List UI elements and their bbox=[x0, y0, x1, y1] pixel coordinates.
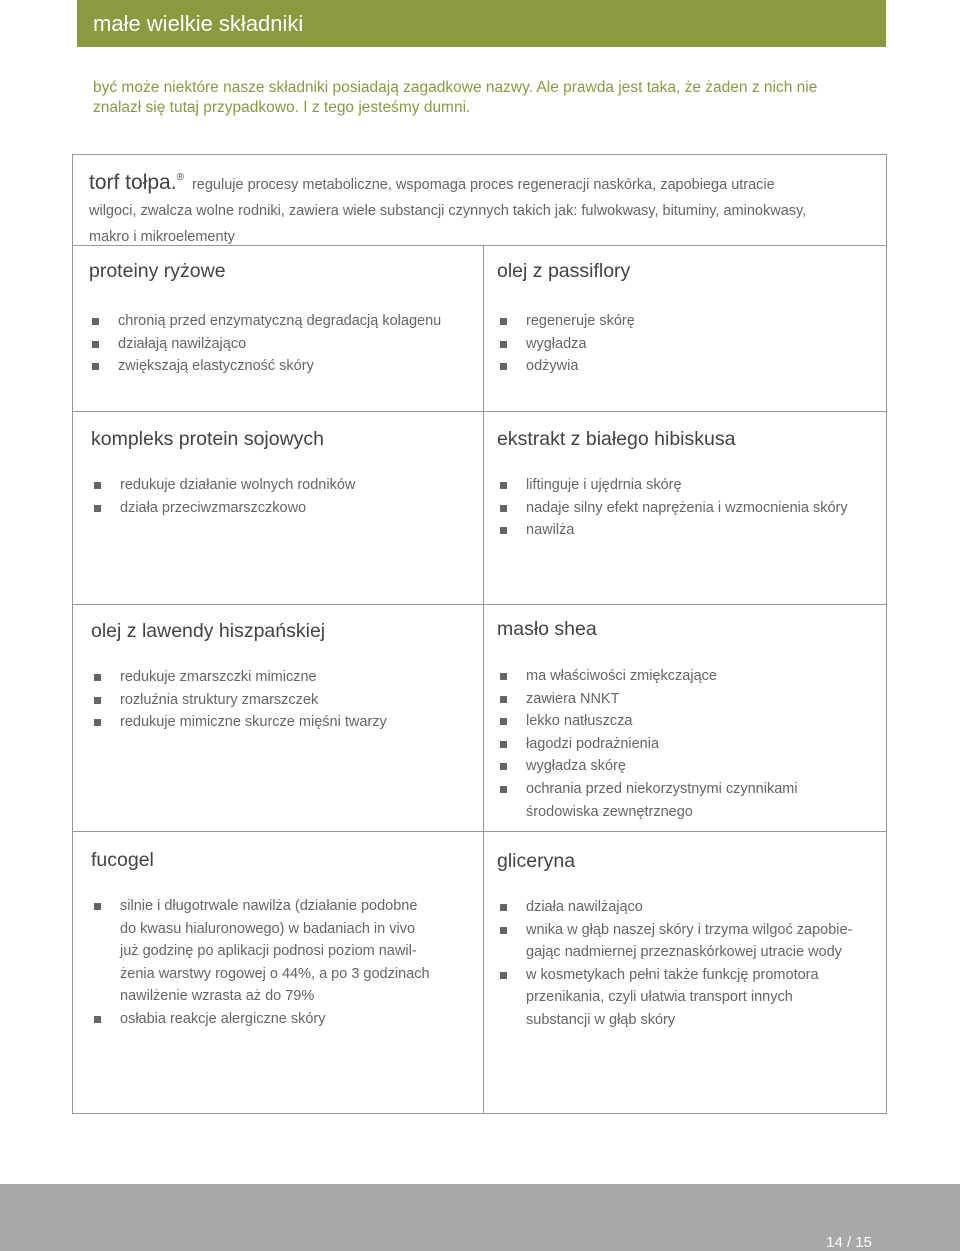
ingredient-white-hibiscus-extract bbox=[497, 427, 877, 587]
list-item: wygładza skórę bbox=[497, 755, 798, 778]
list-item: redukuje działanie wolnych rodników bbox=[91, 474, 355, 497]
torf-line-2: wilgoci, zwalcza wolne rodniki, zawiera wiele substancji czynnych takich jak: fulwokwasy, bituminy, aminokwasy, bbox=[89, 203, 807, 219]
torf-title: torf tołpa. bbox=[89, 171, 177, 194]
list-item: nawilża bbox=[497, 519, 848, 542]
list-item: redukuje zmarszczki mimiczne bbox=[91, 666, 387, 689]
ingredient-title: olej z passiflory bbox=[497, 260, 631, 282]
intro-line-1: być może niektóre nasze składniki posiadają zagadkowe nazwy. Ale prawda jest taka, że żaden z nich nie bbox=[93, 79, 818, 96]
ingredients-grid bbox=[72, 154, 887, 1114]
benefit-list bbox=[497, 665, 798, 823]
list-item-text: w kosmetykach pełni także funkcję promotora bbox=[526, 966, 819, 983]
list-item: rozluźnia struktury zmarszczek bbox=[91, 689, 387, 712]
list-item: działa przeciwzmarszczkowo bbox=[91, 497, 355, 520]
list-item bbox=[91, 895, 430, 1008]
list-item: chronią przed enzymatyczną degradacją kolagenu bbox=[89, 310, 441, 333]
benefit-list bbox=[89, 310, 441, 378]
list-item-continuation: substancji w głąb skóry bbox=[526, 1011, 676, 1028]
ingredient-title: masło shea bbox=[497, 618, 597, 640]
list-item: odżywia bbox=[497, 355, 635, 378]
intro-text bbox=[93, 78, 883, 118]
list-item-continuation: gając nadmiernej przeznaskórkowej utracie wody bbox=[526, 944, 842, 961]
list-item: wygładza bbox=[497, 333, 635, 356]
list-item: liftinguje i ujędrnia skórę bbox=[497, 474, 848, 497]
header-title: małe wielkie składniki bbox=[93, 11, 304, 36]
torf-text: reguluje procesy metaboliczne, wspomaga proces regeneracji naskórka, zapobiega utracie bbox=[191, 177, 775, 193]
list-item: zwiększają elastyczność skóry bbox=[89, 355, 441, 378]
divider bbox=[73, 831, 886, 832]
registered-mark: ® bbox=[176, 172, 184, 183]
page-header bbox=[77, 0, 886, 47]
list-item: osłabia reakcje alergiczne skóry bbox=[91, 1008, 430, 1031]
ingredient-title: kompleks protein sojowych bbox=[91, 428, 325, 450]
list-item bbox=[497, 964, 852, 1032]
torf-line-3: makro i mikroelementy bbox=[89, 229, 235, 245]
ingredient-title: olej z lawendy hiszpańskiej bbox=[91, 620, 326, 642]
divider-vertical bbox=[483, 245, 484, 1114]
list-item: ma właściwości zmiękczające bbox=[497, 665, 798, 688]
intro-line-2: znalazł się tutaj przypadkowo. I z tego jesteśmy dumni. bbox=[93, 99, 471, 116]
list-item: redukuje mimiczne skurcze mięśni twarzy bbox=[91, 711, 387, 734]
ingredient-shea-butter bbox=[497, 617, 877, 827]
benefit-list bbox=[91, 666, 387, 734]
list-item: zawiera NNKT bbox=[497, 688, 798, 711]
list-item-continuation: do kwasu hialuronowego) w badaniach in vivo bbox=[120, 920, 416, 937]
list-item-continuation: przenikania, czyli ułatwia transport innych bbox=[526, 989, 793, 1006]
ingredient-rice-proteins bbox=[89, 259, 469, 399]
page-footer bbox=[0, 1184, 960, 1251]
ingredient-title: fucogel bbox=[91, 849, 154, 871]
ingredient-glycerin bbox=[497, 849, 882, 1099]
list-item-continuation: nawilżenie wzrasta aż do 79% bbox=[120, 988, 315, 1005]
list-item bbox=[497, 778, 798, 823]
ingredient-title: gliceryna bbox=[497, 850, 576, 872]
list-item-continuation: środowiska zewnętrznego bbox=[526, 803, 693, 820]
benefit-list bbox=[497, 310, 635, 378]
ingredient-title: proteiny ryżowe bbox=[89, 260, 226, 282]
list-item: nadaje silny efekt naprężenia i wzmocnienia skóry bbox=[497, 497, 848, 520]
list-item-continuation: żenia warstwy rogowej o 44%, a po 3 godzinach bbox=[120, 965, 430, 982]
benefit-list bbox=[497, 474, 848, 542]
list-item bbox=[497, 919, 852, 964]
list-item-text: ochrania przed niekorzystnymi czynnikami bbox=[526, 780, 798, 797]
ingredient-soy-protein-complex bbox=[91, 427, 471, 587]
list-item: łagodzi podrażnienia bbox=[497, 733, 798, 756]
benefit-list bbox=[91, 474, 355, 519]
torf-section bbox=[89, 165, 869, 250]
list-item: lekko natłuszcza bbox=[497, 710, 798, 733]
ingredient-passiflora-oil bbox=[497, 259, 877, 399]
benefit-list bbox=[497, 896, 852, 1032]
benefit-list bbox=[91, 895, 430, 1031]
divider bbox=[73, 604, 886, 605]
list-item-continuation: już godzinę po aplikacji podnosi poziom nawil- bbox=[120, 943, 417, 960]
ingredient-fucogel bbox=[91, 848, 471, 1098]
ingredient-title: ekstrakt z białego hibiskusa bbox=[497, 428, 736, 450]
list-item-text: wnika w głąb naszej skóry i trzyma wilgoć zapobie- bbox=[526, 921, 853, 938]
list-item: działają nawilżająco bbox=[89, 333, 441, 356]
divider bbox=[73, 411, 886, 412]
list-item-text: silnie i długotrwale nawilża (działanie podobne bbox=[120, 898, 418, 914]
list-item: działa nawilżająco bbox=[497, 896, 852, 919]
list-item: regeneruje skórę bbox=[497, 310, 635, 333]
page-number: 14 / 15 bbox=[826, 1234, 872, 1251]
ingredient-spanish-lavender-oil bbox=[91, 619, 471, 819]
